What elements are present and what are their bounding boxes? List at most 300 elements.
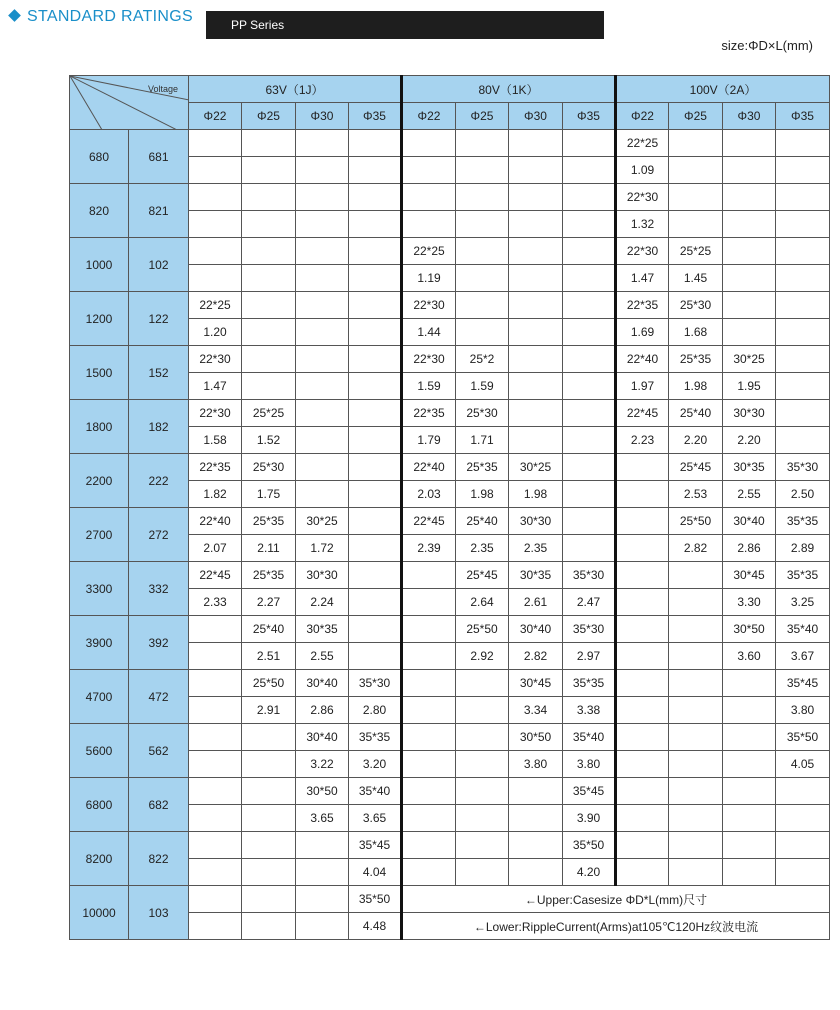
case-size-cell [509,832,563,859]
ripple-current-cell: 3.80 [509,751,563,778]
ripple-current-cell: 2.33 [189,589,242,616]
series-banner [206,11,604,39]
ripple-current-cell: 1.98 [669,373,723,400]
case-size-cell [616,724,669,751]
ripple-current-cell [349,265,402,292]
ripple-current-cell: 3.65 [296,805,349,832]
ripple-current-cell [456,805,509,832]
case-size-cell [349,346,402,373]
case-size-cell [723,724,776,751]
case-size-cell: 25*40 [669,400,723,427]
ripple-current-cell: 1.09 [616,157,669,184]
case-size-cell: 35*40 [563,724,616,751]
ripple-current-cell: 1.98 [456,481,509,508]
code-cell: 152 [129,346,189,400]
case-size-cell: 30*45 [723,562,776,589]
ripple-current-cell: 2.80 [349,697,402,724]
case-size-cell: 25*35 [456,454,509,481]
ripple-current-cell: 2.27 [242,589,296,616]
ripple-current-cell [563,157,616,184]
case-size-cell [189,616,242,643]
ripple-current-cell: 1.71 [456,427,509,454]
case-size-cell: 30*25 [723,346,776,373]
ripple-current-cell: 1.44 [402,319,456,346]
ripple-current-cell [723,859,776,886]
capacitance-cell: 8200 [70,832,129,886]
ripple-current-cell [189,643,242,670]
case-size-cell [456,130,509,157]
ripple-current-cell [402,157,456,184]
ripple-current-cell: 1.59 [456,373,509,400]
case-size-cell: 35*35 [776,508,830,535]
table-row [70,346,830,373]
case-size-cell: 22*30 [402,292,456,319]
case-size-cell [723,778,776,805]
case-size-cell [296,130,349,157]
case-size-cell: 25*35 [242,562,296,589]
ripple-current-cell: 2.55 [296,643,349,670]
case-size-cell [723,832,776,859]
ripple-current-cell [402,643,456,670]
ripple-current-cell: 2.53 [669,481,723,508]
case-size-cell [669,724,723,751]
ripple-current-cell: 1.20 [189,319,242,346]
diameter-header: Φ35 [563,103,616,130]
ripple-current-cell: 2.86 [296,697,349,724]
case-size-cell [242,184,296,211]
case-size-cell: 35*30 [349,670,402,697]
case-size-cell [349,454,402,481]
ripple-current-cell [509,211,563,238]
case-size-cell: 30*40 [723,508,776,535]
case-size-cell [296,238,349,265]
series-label: PP Series [231,18,285,32]
code-cell: 102 [129,238,189,292]
ripple-current-cell: 1.47 [616,265,669,292]
case-size-cell: 22*30 [189,400,242,427]
ripple-current-cell [563,535,616,562]
ripple-current-cell [509,805,563,832]
ripple-current-cell: 1.82 [189,481,242,508]
case-size-cell [349,616,402,643]
ripple-current-cell [242,913,296,940]
size-note: size:ΦD×L(mm) [721,38,813,53]
case-size-cell [776,346,830,373]
case-size-cell [349,238,402,265]
case-size-cell [509,292,563,319]
ripple-current-cell: 3.60 [723,643,776,670]
ripple-current-cell [616,751,669,778]
capacitance-cell: 10000 [70,886,129,940]
table-row [70,238,830,265]
case-size-cell [456,832,509,859]
case-size-cell [349,400,402,427]
code-cell: 472 [129,670,189,724]
case-size-cell: 22*40 [189,508,242,535]
ripple-current-cell [563,265,616,292]
ripple-current-cell [776,859,830,886]
case-size-cell: 30*40 [509,616,563,643]
case-size-cell: 22*25 [402,238,456,265]
case-size-cell [669,670,723,697]
case-size-cell: 30*50 [509,724,563,751]
ripple-current-cell [189,751,242,778]
case-size-cell [509,130,563,157]
code-cell: 821 [129,184,189,238]
ripple-current-cell: 2.20 [669,427,723,454]
case-size-cell: 30*45 [509,670,563,697]
case-size-cell: 35*35 [776,562,830,589]
case-size-cell [456,238,509,265]
ripple-current-cell: 2.82 [669,535,723,562]
ripple-current-cell [456,859,509,886]
ripple-current-cell: 1.68 [669,319,723,346]
capacitance-cell: 1200 [70,292,129,346]
case-size-cell: 25*50 [669,508,723,535]
table-row [70,778,830,805]
ripple-current-cell: 2.82 [509,643,563,670]
voltage-label: Voltage [148,84,179,94]
case-size-cell [563,508,616,535]
ripple-current-cell [723,805,776,832]
case-size-cell [242,724,296,751]
case-size-cell [616,562,669,589]
table-row [70,400,830,427]
case-size-cell [669,778,723,805]
capacitance-cell: 1800 [70,400,129,454]
case-size-cell [456,724,509,751]
case-size-cell: 30*40 [296,670,349,697]
ripple-current-cell: 3.25 [776,589,830,616]
case-size-cell [563,400,616,427]
case-size-cell [189,832,242,859]
case-size-cell [242,832,296,859]
voltage-header: 100V（2A） [616,76,830,103]
ripple-current-cell: 1.59 [402,373,456,400]
case-size-cell [776,778,830,805]
table-row [70,562,830,589]
case-size-cell: 30*30 [723,400,776,427]
ripple-current-cell [242,751,296,778]
case-size-cell [296,832,349,859]
diameter-header: Φ35 [776,103,830,130]
case-size-cell [296,292,349,319]
case-size-cell [242,346,296,373]
case-size-cell: 35*30 [563,616,616,643]
case-size-cell [189,778,242,805]
case-size-cell: 35*50 [349,886,402,913]
ripple-current-cell: 3.20 [349,751,402,778]
case-size-cell: 25*30 [669,292,723,319]
capacitance-cell: 6800 [70,778,129,832]
ripple-current-cell [189,859,242,886]
capacitance-cell: 2200 [70,454,129,508]
case-size-cell [616,508,669,535]
case-size-cell: 25*45 [456,562,509,589]
ripple-current-cell [616,481,669,508]
ripple-current-cell: 2.86 [723,535,776,562]
ripple-current-cell: 3.80 [776,697,830,724]
case-size-cell [563,292,616,319]
ripple-current-cell: 2.97 [563,643,616,670]
case-size-cell [296,184,349,211]
ripple-current-cell: 2.64 [456,589,509,616]
corner-header [70,76,189,130]
ripple-current-cell: 3.22 [296,751,349,778]
case-size-cell [669,616,723,643]
ripple-current-cell: 1.58 [189,427,242,454]
ripple-current-cell [296,427,349,454]
capacitance-cell: 3900 [70,616,129,670]
case-size-cell: 22*30 [616,238,669,265]
ripple-current-cell [296,913,349,940]
case-size-cell [296,400,349,427]
case-size-cell [669,130,723,157]
ripple-current-cell: 3.38 [563,697,616,724]
case-size-cell: 22*30 [616,184,669,211]
ripple-current-cell [242,373,296,400]
case-size-cell: 30*25 [296,508,349,535]
case-size-cell: 22*35 [616,292,669,319]
ripple-current-cell: 4.05 [776,751,830,778]
ripple-current-cell [776,373,830,400]
case-size-cell [669,562,723,589]
ripple-current-cell [509,265,563,292]
ripple-current-cell: 2.20 [723,427,776,454]
ripple-current-cell: 1.69 [616,319,669,346]
case-size-cell [349,292,402,319]
ripple-current-cell [456,697,509,724]
ripple-current-cell: 3.30 [723,589,776,616]
case-size-cell [776,400,830,427]
ripple-current-cell [563,211,616,238]
ripple-current-cell: 3.34 [509,697,563,724]
voltage-header: 80V（1K） [402,76,616,103]
case-size-cell [616,616,669,643]
ripple-current-cell: 2.03 [402,481,456,508]
ripple-current-cell [563,319,616,346]
case-size-cell: 25*30 [242,454,296,481]
ripple-current-cell [616,859,669,886]
ripple-current-cell [669,643,723,670]
ripple-current-cell [776,265,830,292]
ripple-current-cell [189,913,242,940]
ripple-current-cell [616,643,669,670]
ripple-current-cell [296,859,349,886]
ripple-current-cell [189,697,242,724]
lower-legend-note: ←Lower:RippleCurrent(Arms)at105℃120Hz纹波电流 [402,913,830,940]
case-size-cell [296,454,349,481]
case-size-cell [456,670,509,697]
ripple-current-cell [349,211,402,238]
ripple-current-cell: 1.79 [402,427,456,454]
ripple-current-cell [563,427,616,454]
case-size-cell: 25*35 [242,508,296,535]
case-size-cell: 30*50 [296,778,349,805]
ripple-current-cell: 4.20 [563,859,616,886]
ripple-current-cell [456,265,509,292]
case-size-cell: 22*30 [402,346,456,373]
case-size-cell: 30*35 [723,454,776,481]
ripple-current-cell [509,427,563,454]
capacitance-cell: 820 [70,184,129,238]
ripple-current-cell [669,751,723,778]
ripple-current-cell [669,589,723,616]
code-cell: 392 [129,616,189,670]
ripple-current-cell: 2.24 [296,589,349,616]
case-size-cell [776,238,830,265]
ripple-current-cell [509,373,563,400]
ripple-current-cell: 1.72 [296,535,349,562]
case-size-cell [723,238,776,265]
diameter-header: Φ22 [402,103,456,130]
case-size-cell [456,778,509,805]
case-size-cell: 35*45 [349,832,402,859]
capacitance-cell: 4700 [70,670,129,724]
ripple-current-cell [402,805,456,832]
ripple-current-cell: 2.23 [616,427,669,454]
ripple-current-cell: 2.92 [456,643,509,670]
code-cell: 182 [129,400,189,454]
table-row [70,508,830,535]
ripple-current-cell [616,697,669,724]
case-size-cell: 25*45 [669,454,723,481]
case-size-cell [509,184,563,211]
case-size-cell: 35*50 [776,724,830,751]
ripple-current-cell [189,265,242,292]
ripple-current-cell: 1.52 [242,427,296,454]
capacitance-cell: 1000 [70,238,129,292]
case-size-cell [563,454,616,481]
case-size-cell [189,184,242,211]
case-size-cell: 22*45 [189,562,242,589]
ripple-current-cell: 3.65 [349,805,402,832]
ripple-current-cell: 1.19 [402,265,456,292]
ripple-current-cell [349,427,402,454]
ripple-current-cell: 2.35 [509,535,563,562]
ripple-current-cell: 2.61 [509,589,563,616]
ripple-current-cell [296,157,349,184]
case-size-cell [296,346,349,373]
case-size-cell [669,184,723,211]
ripple-current-cell [242,211,296,238]
code-cell: 272 [129,508,189,562]
case-size-cell: 25*2 [456,346,509,373]
case-size-cell [509,346,563,373]
case-size-cell [616,778,669,805]
capacitance-cell: 2700 [70,508,129,562]
capacitance-cell: 680 [70,130,129,184]
case-size-cell [349,562,402,589]
table-row [70,886,830,913]
ripple-current-cell [402,211,456,238]
case-size-cell [402,724,456,751]
ripple-current-cell [669,805,723,832]
case-size-cell [242,238,296,265]
ripple-current-cell [723,265,776,292]
diameter-header: Φ25 [456,103,509,130]
case-size-cell: 30*25 [509,454,563,481]
capacitance-cell: 3300 [70,562,129,616]
ripple-current-cell [402,751,456,778]
ripple-current-cell [509,859,563,886]
ripple-current-cell: 2.91 [242,697,296,724]
case-size-cell [723,292,776,319]
case-size-cell [189,670,242,697]
case-size-cell [563,346,616,373]
ripple-current-cell [723,211,776,238]
case-size-cell: 22*35 [189,454,242,481]
case-size-cell: 35*40 [349,778,402,805]
ripple-current-cell [616,535,669,562]
case-size-cell: 22*30 [189,346,242,373]
ripple-current-cell [242,319,296,346]
ripple-current-cell [402,589,456,616]
ripple-current-cell [776,157,830,184]
case-size-cell [456,292,509,319]
code-cell: 822 [129,832,189,886]
table-row [70,832,830,859]
ripple-current-cell: 2.39 [402,535,456,562]
case-size-cell [296,886,349,913]
case-size-cell: 35*45 [563,778,616,805]
case-size-cell: 25*50 [242,670,296,697]
case-size-cell: 25*25 [242,400,296,427]
case-size-cell: 25*25 [669,238,723,265]
ripple-current-cell [349,643,402,670]
ripple-current-cell: 1.32 [616,211,669,238]
ripple-current-cell [349,319,402,346]
case-size-cell: 35*50 [563,832,616,859]
case-size-cell [456,184,509,211]
ripple-current-cell [563,373,616,400]
case-size-cell [402,562,456,589]
ripple-current-cell: 2.11 [242,535,296,562]
case-size-cell [402,130,456,157]
diameter-header: Φ22 [189,103,242,130]
table-row [70,292,830,319]
table-row [70,454,830,481]
ripple-current-cell [456,157,509,184]
ripple-current-cell [242,157,296,184]
case-size-cell: 25*40 [242,616,296,643]
ripple-current-cell [189,211,242,238]
ripple-current-cell [776,211,830,238]
diameter-header: Φ30 [509,103,563,130]
ripple-current-cell [509,157,563,184]
case-size-cell: 35*35 [563,670,616,697]
ripple-current-cell: 1.47 [189,373,242,400]
ripple-current-cell [296,265,349,292]
case-size-cell [189,724,242,751]
case-size-cell [776,292,830,319]
ripple-current-cell [776,805,830,832]
ripple-current-cell [723,751,776,778]
ripple-current-cell: 2.55 [723,481,776,508]
table-row [70,184,830,211]
diameter-header: Φ25 [669,103,723,130]
case-size-cell [616,670,669,697]
case-size-cell: 22*45 [402,508,456,535]
diameter-header: Φ22 [616,103,669,130]
code-cell: 682 [129,778,189,832]
case-size-cell: 30*40 [296,724,349,751]
table-row [70,724,830,751]
ripple-current-cell [242,805,296,832]
ripple-current-cell [402,697,456,724]
ripple-current-cell: 2.07 [189,535,242,562]
code-cell: 103 [129,886,189,940]
